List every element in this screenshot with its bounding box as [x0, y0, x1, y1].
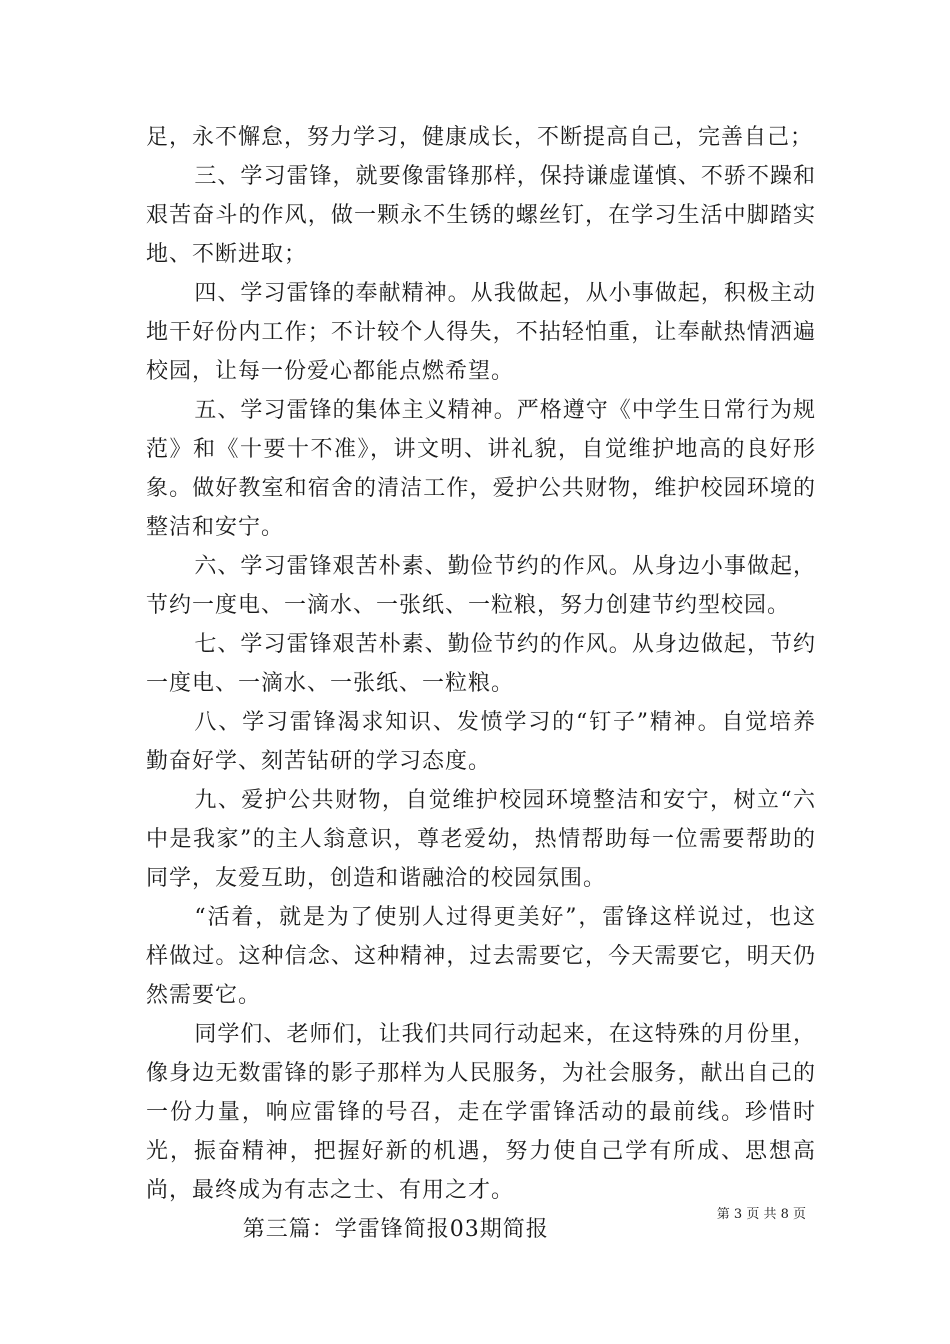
paragraph-item-7: 七、学习雷锋艰苦朴素、勤俭节约的作风。从身边做起，节约一度电、一滴水、一张纸、一粒粮。: [146, 632, 816, 696]
paragraph-quote: “活着，就是为了使别人过得更美好”，雷锋这样说过，也这样做过。这种信念、这种精神，过去需要它，今天需要它，明天仍然需要它。: [146, 905, 816, 1008]
paragraph-item-5: 五、学习雷锋的集体主义精神。严格遵守《中学生日常行为规范》和《十要十不准》，讲文明、讲礼貌，自觉维护地高的良好形象。做好教室和宿舍的清洁工作，爱护公共财物，维护校园环境的整洁和安宁。: [146, 398, 816, 540]
page-footer: 第 3 页 共 8 页: [716, 1207, 806, 1222]
paragraph-item-3: 三、学习雷锋，就要像雷锋那样，保持谦虚谨慎、不骄不躁和艰苦奋斗的作风，做一颗永不生锈的螺丝钉，在学习生活中脚踏实地、不断进取；: [146, 164, 816, 267]
paragraph-continuation: 足，永不懈怠，努力学习，健康成长，不断提高自己，完善自己；: [146, 125, 814, 150]
paragraph-item-9: 九、爱护公共财物，自觉维护校园环境整洁和安宁，树立“六中是我家”的主人翁意识，尊老爱幼，热情帮助每一位需要帮助的同学，友爱互助，创造和谐融洽的校园氛围。: [146, 788, 816, 891]
paragraph-item-6: 六、学习雷锋艰苦朴素、勤俭节约的作风。从身边小事做起，节约一度电、一滴水、一张纸、一粒粮，努力创建节约型校园。: [146, 554, 816, 618]
paragraph-item-4: 四、学习雷锋的奉献精神。从我做起，从小事做起，积极主动地干好份内工作；不计较个人得失，不拈轻怕重，让奉献热情洒遍校园，让每一份爱心都能点燃希望。: [146, 281, 816, 384]
document-body: [146, 118, 816, 1249]
paragraph-item-8: 八、学习雷锋渴求知识、发愤学习的“钉子”精神。自觉培养勤奋好学、刻苦钻研的学习态度。: [146, 710, 816, 774]
paragraph-closing: 同学们、老师们，让我们共同行动起来，在这特殊的月份里，像身边无数雷锋的影子那样为人民服务，为社会服务，献出自己的一份力量，响应雷锋的号召，走在学雷锋活动的最前线。珍惜时光，振奋精神，把握好新的机遇，努力使自己学有所成、思想高尚，最终成为有志之士、有用之才。: [146, 1022, 816, 1203]
section-heading: 第三篇：学雷锋简报03期简报: [242, 1217, 549, 1242]
